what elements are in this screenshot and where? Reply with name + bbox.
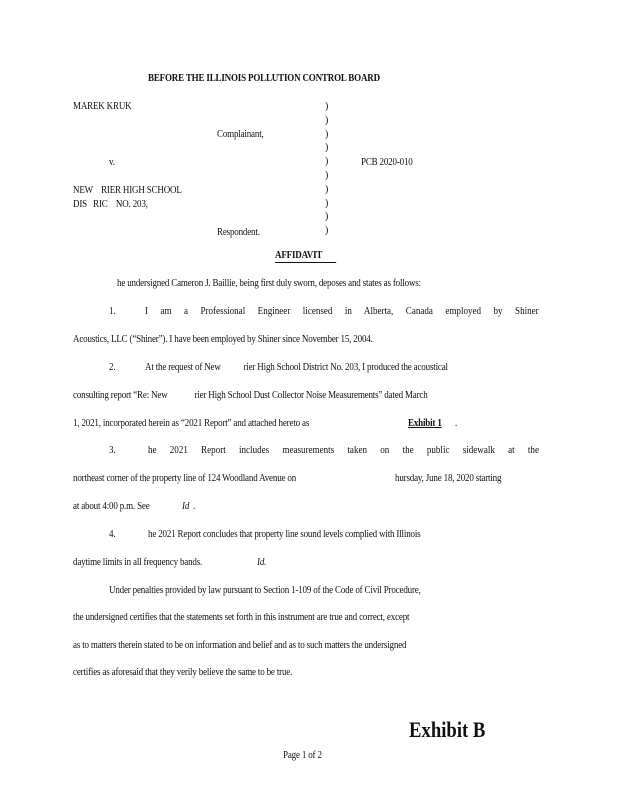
caption-parentheses: ) ) ) ) ) ) ) ) ) ) xyxy=(325,101,329,237)
closing-line3: as to matters therein stated to be on information and belief and as to such matters the undersigned xyxy=(73,640,407,651)
paragraph-3-line3: at about 4:00 p.m. See xyxy=(73,501,150,512)
paragraph-3-date: hursday, June 18, 2020 starting xyxy=(395,473,502,484)
paragraph-3-line1: he 2021 Report includes measurements taken on the public sidewalk at the xyxy=(148,445,539,456)
paragraph-2-line1: At the request of New rier High School District No. 203, I produced the acoustical xyxy=(145,362,448,373)
page-number: Page 1 of 2 xyxy=(283,750,322,761)
complainant-name: MAREK KRUK xyxy=(73,101,132,112)
paragraph-2-line2: consulting report “Re: New rier High School Dust Collector Noise Measurements” dated March xyxy=(73,390,428,401)
paragraph-2-period: . xyxy=(455,418,458,429)
paragraph-4-number: 4. xyxy=(109,529,116,540)
exhibit-1-reference: Exhibit 1 xyxy=(408,418,442,429)
paragraph-3-number: 3. xyxy=(109,445,116,456)
versus: v. xyxy=(109,157,115,168)
case-number: PCB 2020-010 xyxy=(361,157,413,168)
closing-line2: the undersigned certifies that the statements set forth in this instrument are true and correct, except xyxy=(73,612,410,623)
respondent-role: Respondent. xyxy=(217,227,260,238)
paragraph-4-line2: daytime limits in all frequency bands. xyxy=(73,557,203,568)
paragraph-4-id-cite: Id. xyxy=(257,557,267,568)
paragraph-2-line3: 1, 2021, incorporated herein as “2021 Report” and attached hereto as xyxy=(73,418,310,429)
complainant-role: Complainant, xyxy=(217,129,264,140)
paragraph-1-line1: I am a Professional Engineer licensed in Alberta, Canada employed by Shiner xyxy=(145,306,539,317)
respondent-name-line2: DIS RIC NO. 203, xyxy=(73,199,148,210)
closing-line4: certifies as aforesaid that they verily believe the same to be true. xyxy=(73,667,293,678)
court-heading: BEFORE THE ILLINOIS POLLUTION CONTROL BOARD xyxy=(148,73,380,84)
paragraph-3-line2: northeast corner of the property line of 124 Woodland Avenue on xyxy=(73,473,297,484)
paragraph-3-period: . xyxy=(193,501,196,512)
closing-line1: Under penalties provided by law pursuant to Section 1-109 of the Code of Civil Procedure, xyxy=(109,585,421,596)
affidavit-title: AFFIDAVIT xyxy=(275,250,337,263)
intro-paragraph: he undersigned Cameron J. Baillie, being first duly sworn, deposes and states as follows: xyxy=(117,278,421,289)
paragraph-3-id-cite: Id xyxy=(182,501,190,512)
paragraph-4-line1: he 2021 Report concludes that property line sound levels complied with Illinois xyxy=(148,529,421,540)
paragraph-1-number: 1. xyxy=(109,306,116,317)
paragraph-2-number: 2. xyxy=(109,362,116,373)
exhibit-b-stamp: Exhibit B xyxy=(409,717,486,742)
paragraph-1-line2: Acoustics, LLC (“Shiner”). I have been employed by Shiner since November 15, 2004. xyxy=(73,334,373,345)
respondent-name-line1: NEW RIER HIGH SCHOOL xyxy=(73,185,182,196)
